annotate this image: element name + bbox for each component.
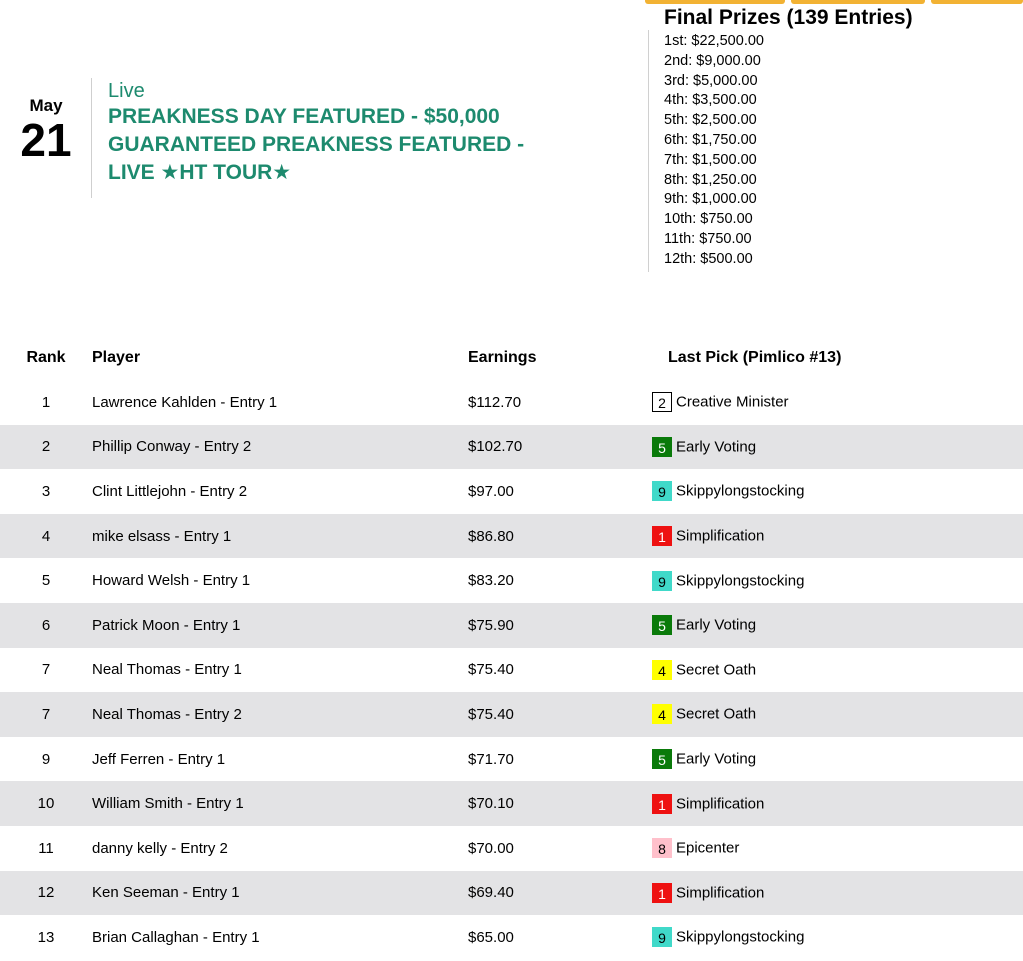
rank-cell: 7 (41, 661, 51, 679)
last-pick-cell (642, 915, 1023, 960)
event-title-line: PREAKNESS DAY FEATURED - $50,000 (108, 105, 500, 128)
last-pick-cell (642, 425, 1023, 470)
rank-cell: 10 (0, 781, 92, 826)
event-status: Live (108, 80, 145, 102)
prize-item: 7th: $1,500.00 (664, 151, 757, 168)
rank-cell: 11 (38, 839, 54, 857)
table-row[interactable] (0, 648, 1023, 693)
earnings-cell: $71.70 (468, 750, 514, 768)
last-pick-cell (642, 469, 1023, 514)
program-number-badge: 9 (652, 481, 672, 501)
horse-name: Early Voting (676, 750, 757, 768)
last-pick-cell (642, 514, 1023, 559)
last-pick-cell (642, 737, 1023, 782)
program-number-badge: 4 (652, 660, 672, 680)
horse-name: Early Voting (676, 438, 757, 456)
player-name[interactable]: Brian Callaghan - Entry 1 (92, 928, 260, 946)
event-info (108, 80, 628, 187)
last-pick-cell (642, 871, 1023, 916)
leaderboard-body (0, 380, 1023, 960)
table-row[interactable] (0, 380, 1023, 425)
event-title-line: GUARANTEED PREAKNESS FEATURED - (108, 133, 525, 156)
program-number-badge: 1 (652, 883, 672, 903)
player-name[interactable]: Lawrence Kahlden - Entry 1 (92, 393, 278, 411)
player-name[interactable]: mike elsass - Entry 1 (92, 514, 468, 559)
earnings-cell: $75.40 (468, 692, 642, 737)
player-name[interactable]: Neal Thomas - Entry 1 (92, 661, 242, 679)
earnings-cell: $75.40 (468, 661, 514, 679)
earnings-header[interactable]: Earnings (468, 349, 537, 366)
prize-item: 12th: $500.00 (664, 250, 753, 267)
horse-name: Simplification (676, 884, 765, 902)
leaderboard-header-row (0, 336, 1023, 380)
table-row[interactable] (0, 469, 1023, 514)
horse-name: Skippylongstocking (676, 928, 805, 946)
event-day: 21 (20, 114, 72, 166)
program-number-badge: 9 (652, 571, 672, 591)
rank-cell: 4 (0, 514, 92, 559)
prize-item: 8th: $1,250.00 (664, 171, 757, 188)
last-pick-header: Last Pick (Pimlico #13) (668, 349, 842, 366)
last-pick-cell (642, 692, 1023, 737)
player-name[interactable]: danny kelly - Entry 2 (92, 839, 228, 857)
prize-item: 5th: $2,500.00 (664, 112, 757, 129)
earnings-cell: $75.90 (468, 603, 642, 648)
rank-cell: 5 (41, 572, 51, 590)
earnings-cell: $97.00 (468, 482, 514, 500)
program-number-badge: 4 (652, 704, 672, 724)
horse-name: Secret Oath (676, 705, 757, 723)
horse-name: Creative Minister (676, 393, 789, 411)
table-row[interactable] (0, 781, 1023, 826)
top-tab[interactable] (645, 0, 785, 4)
horse-name: Skippylongstocking (676, 572, 805, 590)
horse-name: Simplification (676, 527, 765, 545)
date-divider (91, 78, 92, 198)
player-name[interactable]: Phillip Conway - Entry 2 (92, 425, 468, 470)
player-name[interactable]: Ken Seeman - Entry 1 (92, 871, 468, 916)
program-number-badge: 8 (652, 838, 672, 858)
player-name[interactable]: Neal Thomas - Entry 2 (92, 692, 468, 737)
program-number-badge: 5 (652, 437, 672, 457)
player-header[interactable]: Player (92, 349, 141, 366)
horse-name: Skippylongstocking (676, 482, 805, 500)
player-name[interactable]: Clint Littlejohn - Entry 2 (92, 482, 248, 500)
event-title-line: LIVE ★HT TOUR★ (108, 161, 292, 184)
rank-cell: 2 (0, 425, 92, 470)
horse-name: Secret Oath (676, 661, 757, 679)
table-row[interactable] (0, 603, 1023, 648)
table-row[interactable] (0, 692, 1023, 737)
prize-item: 10th: $750.00 (664, 211, 753, 228)
prize-item: 4th: $3,500.00 (664, 92, 757, 109)
rank-cell: 6 (0, 603, 92, 648)
table-row[interactable] (0, 871, 1023, 916)
last-pick-cell (642, 603, 1023, 648)
rank-cell: 9 (41, 750, 51, 768)
prize-list (648, 32, 1008, 270)
horse-name: Early Voting (676, 616, 757, 634)
table-row[interactable] (0, 737, 1023, 782)
rank-cell: 1 (41, 393, 51, 411)
player-name[interactable]: Jeff Ferren - Entry 1 (92, 750, 226, 768)
top-tab[interactable] (791, 0, 925, 4)
prize-item: 11th: $750.00 (664, 230, 752, 247)
top-tab-bar (645, 0, 1023, 4)
prizes-panel (648, 6, 1008, 270)
earnings-cell: $83.20 (468, 572, 514, 590)
prize-item: 2nd: $9,000.00 (664, 52, 761, 69)
earnings-cell: $86.80 (468, 514, 642, 559)
prizes-title: Final Prizes (139 Entries) (664, 6, 913, 29)
program-number-badge: 1 (652, 526, 672, 546)
prize-item: 3rd: $5,000.00 (664, 72, 758, 89)
horse-name: Simplification (676, 795, 765, 813)
top-tab[interactable] (931, 0, 1023, 4)
program-number-badge: 5 (652, 749, 672, 769)
event-month: May (29, 96, 63, 115)
player-name[interactable]: William Smith - Entry 1 (92, 781, 468, 826)
prize-item: 1st: $22,500.00 (664, 33, 764, 49)
program-number-badge: 5 (652, 615, 672, 635)
program-number-badge: 2 (652, 392, 672, 412)
rank-cell: 12 (0, 871, 92, 916)
player-name[interactable]: Patrick Moon - Entry 1 (92, 603, 468, 648)
last-pick-cell (642, 648, 1023, 693)
earnings-cell: $65.00 (468, 928, 514, 946)
earnings-cell: $70.10 (468, 781, 642, 826)
event-date (0, 96, 92, 164)
leaderboard-table (0, 336, 1023, 960)
horse-name: Epicenter (676, 839, 740, 857)
last-pick-cell (642, 826, 1023, 871)
last-pick-cell (642, 781, 1023, 826)
rank-header[interactable]: Rank (26, 349, 66, 366)
rank-cell: 13 (37, 928, 55, 946)
player-name[interactable]: Howard Welsh - Entry 1 (92, 572, 251, 590)
table-row[interactable] (0, 514, 1023, 559)
table-row[interactable] (0, 826, 1023, 871)
prize-item: 9th: $1,000.00 (664, 191, 757, 208)
table-row[interactable] (0, 425, 1023, 470)
program-number-badge: 1 (652, 794, 672, 814)
prize-item: 6th: $1,750.00 (664, 131, 757, 148)
table-row[interactable] (0, 558, 1023, 603)
last-pick-cell (642, 380, 1023, 425)
rank-cell: 7 (0, 692, 92, 737)
last-pick-cell (642, 558, 1023, 603)
table-row[interactable] (0, 915, 1023, 960)
earnings-cell: $112.70 (468, 393, 522, 411)
earnings-cell: $70.00 (468, 839, 514, 857)
earnings-cell: $69.40 (468, 871, 642, 916)
earnings-cell: $102.70 (468, 425, 642, 470)
program-number-badge: 9 (652, 927, 672, 947)
rank-cell: 3 (41, 482, 51, 500)
